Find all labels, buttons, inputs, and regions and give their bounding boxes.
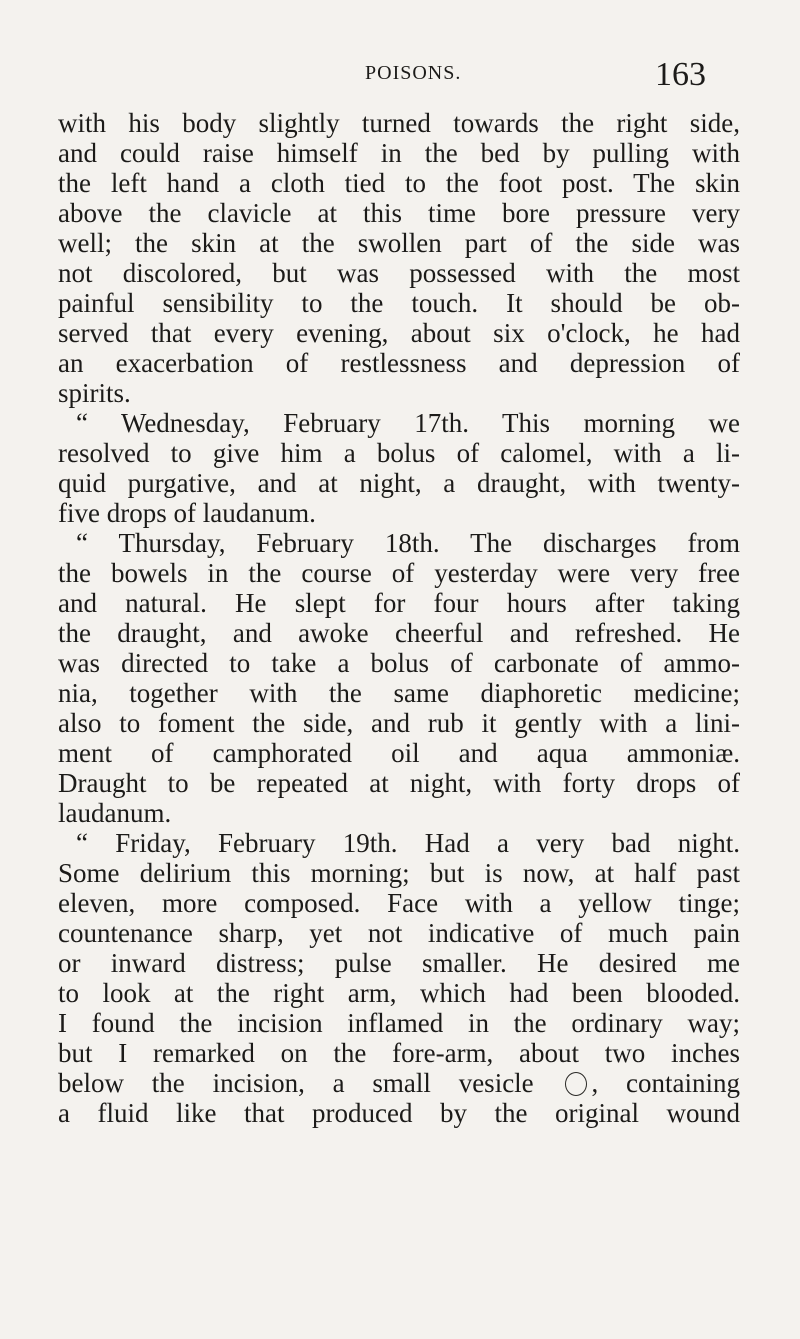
text-line: was directed to take a bolus of carbonate of ammo- [58, 648, 740, 678]
text-line: or inward distress; pulse smaller. He desired me [58, 948, 740, 978]
text-line: painful sensibility to the touch. It should be ob- [58, 288, 740, 318]
text-line: the left hand a cloth tied to the foot post. The skin [58, 168, 740, 198]
text-line: five drops of laudanum. [58, 498, 316, 528]
vesicle-line-after: , containing [591, 1068, 741, 1098]
vesicle-line [58, 1068, 740, 1098]
text-line: laudanum. [58, 798, 172, 828]
text-line: and natural. He slept for four hours after taking [58, 588, 740, 618]
text-line: eleven, more composed. Face with a yellow tinge; [58, 888, 740, 918]
text-line: served that every evening, about six o'clock, he had [58, 318, 740, 348]
text-line: to look at the right arm, which had been blooded. [58, 978, 740, 1008]
text-line: Draught to be repeated at night, with forty drops of [58, 768, 740, 798]
text-line: and could raise himself in the bed by pulling with [58, 138, 740, 168]
text-line: spirits. [58, 378, 131, 408]
text-line: the bowels in the course of yesterday were very free [58, 558, 740, 588]
text-line: nia, together with the same diaphoretic medicine; [58, 678, 740, 708]
text-line: “ Thursday, February 18th. The discharges from [76, 528, 740, 558]
running-head: POISONS. [365, 62, 462, 84]
text-line: well; the skin at the swollen part of the side was [58, 228, 740, 258]
text-line: I found the incision inflamed in the ordinary way; [58, 1008, 740, 1038]
vesicle-line-before: below the incision, a small vesicle [58, 1068, 534, 1098]
page-header [0, 50, 800, 100]
text-line: with his body slightly turned towards the right side, [58, 108, 740, 138]
text-line: an exacerbation of restlessness and depression of [58, 348, 740, 378]
text-line: “ Friday, February 19th. Had a very bad night. [76, 828, 740, 858]
page-number: 163 [655, 56, 706, 93]
body-text [58, 108, 740, 1128]
text-line: a fluid like that produced by the original wound [58, 1098, 740, 1128]
text-line: countenance sharp, yet not indicative of much pain [58, 918, 740, 948]
text-line: also to foment the side, and rub it gently with a lini- [58, 708, 740, 738]
text-line: “ Wednesday, February 17th. This morning we [76, 408, 740, 438]
text-line: quid purgative, and at night, a draught, with twenty- [58, 468, 740, 498]
text-line: Some delirium this morning; but is now, at half past [58, 858, 740, 888]
text-line: above the clavicle at this time bore pressure very [58, 198, 740, 228]
text-line: not discolored, but was possessed with the most [58, 258, 740, 288]
text-line: the draught, and awoke cheerful and refreshed. He [58, 618, 740, 648]
vesicle-figure [565, 1072, 587, 1096]
text-line: but I remarked on the fore-arm, about two inches [58, 1038, 740, 1068]
text-line: ment of camphorated oil and aqua ammoniæ. [58, 738, 740, 768]
text-line: resolved to give him a bolus of calomel, with a li- [58, 438, 740, 468]
